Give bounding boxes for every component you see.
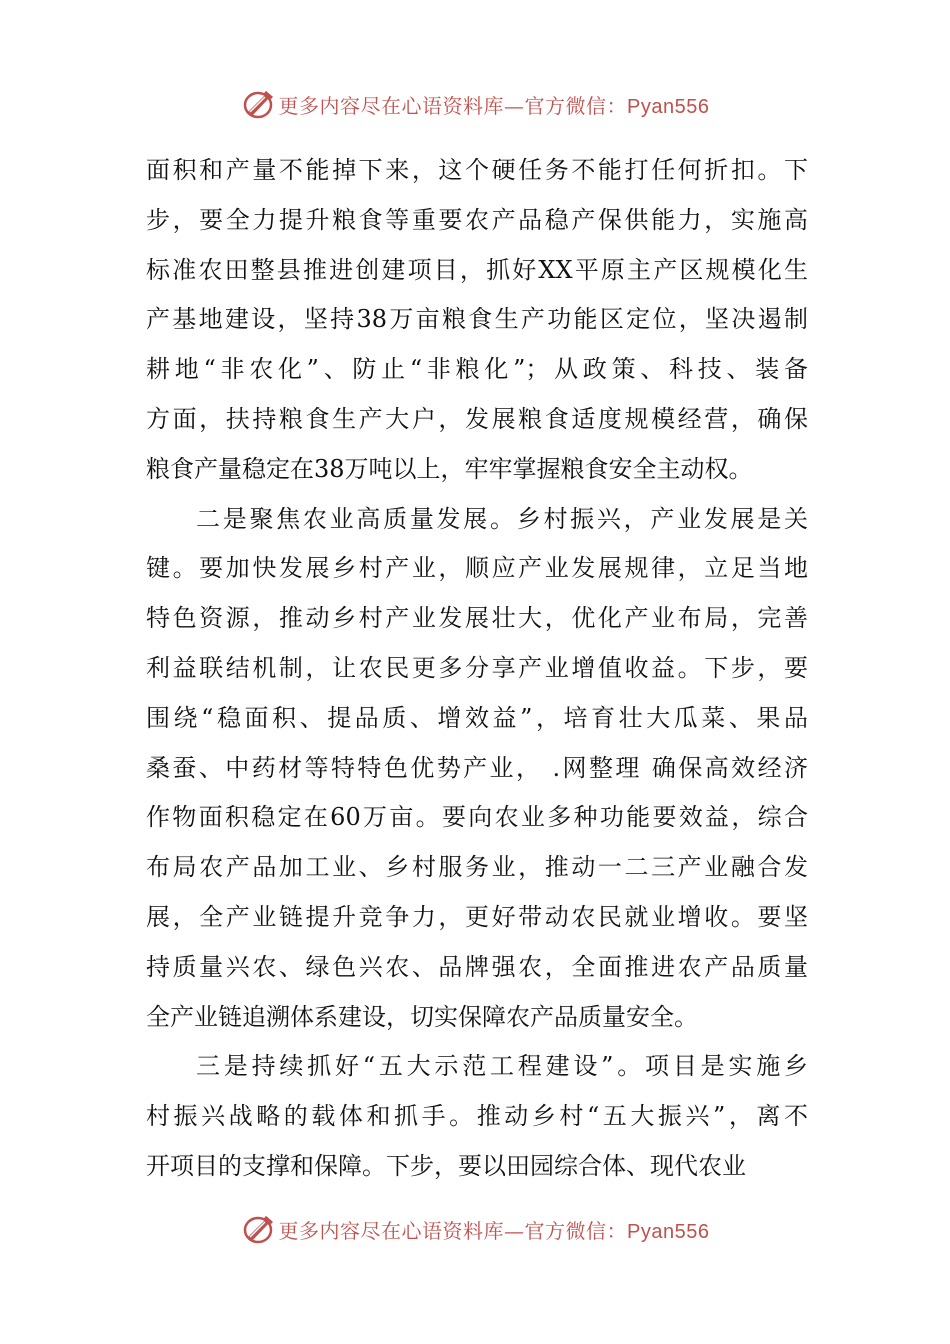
text-line: 步，要全力提升粮食等重要农产品稳产保供能力，实施高	[146, 205, 808, 234]
pen-circle-logo-icon	[241, 1212, 277, 1246]
text-line: 村振兴战略的载体和抓手。推动乡村“五大振兴”，离不	[146, 1102, 808, 1131]
text-line: 二是聚焦农业高质量发展。乡村振兴，产业发展是关	[196, 504, 808, 533]
text-line: 特色资源，推动乡村产业发展壮大，优化产业布局，完善	[146, 604, 808, 633]
paragraph	[146, 1042, 808, 1191]
text-line: 产基地建设，坚持38万亩粮食生产功能区定位，坚决遏制	[146, 305, 808, 334]
text-line: 键。要加快发展乡村产业，顺应产业发展规律，立足当地	[146, 554, 808, 583]
text-line: 桑蚕、中药材等特特色优势产业， .网整理 确保高效经济	[146, 753, 808, 782]
watermark-footer	[0, 1209, 950, 1249]
text-line: 开项目的支撑和保障。下步，要以田园综合体、现代农业	[146, 1151, 746, 1180]
watermark-text: 更多内容尽在心语资料库—官方微信：Pyan556	[278, 93, 710, 118]
document-body	[146, 146, 808, 1192]
text-line: 展，全产业链提升竞争力，更好带动农民就业增收。要坚	[146, 902, 808, 931]
text-line: 持质量兴农、绿色兴农、品牌强农，全面推进农产品质量	[146, 952, 808, 981]
pen-circle-logo-icon	[241, 87, 277, 121]
text-line: 标准农田整县推进创建项目，抓好XX平原主产区规模化生	[146, 255, 808, 284]
text-line: 方面，扶持粮食生产大户，发展粮食适度规模经营，确保	[146, 404, 808, 433]
watermark-header	[0, 84, 950, 124]
text-line: 三是持续抓好“五大示范工程建设”。项目是实施乡	[196, 1052, 808, 1081]
paragraph	[146, 146, 808, 495]
text-line: 布局农产品加工业、乡村服务业，推动一二三产业融合发	[146, 853, 808, 882]
text-line: 耕地“非农化”、防止“非粮化”；从政策、科技、装备	[146, 355, 808, 384]
text-line: 作物面积稳定在60万亩。要向农业多种功能要效益，综合	[146, 803, 808, 832]
text-line: 粮食产量稳定在38万吨以上，牢牢掌握粮食安全主动权。	[146, 454, 753, 483]
text-line: 面积和产量不能掉下来，这个硬任务不能打任何折扣。下	[146, 156, 808, 184]
watermark-text: 更多内容尽在心语资料库—官方微信：Pyan556	[278, 1218, 710, 1243]
text-line: 围绕“稳面积、提品质、增效益”，培育壮大瓜菜、果品	[146, 703, 808, 732]
text-line: 全产业链追溯体系建设，切实保障农产品质量安全。	[146, 1002, 698, 1031]
paragraph	[146, 495, 808, 1043]
text-line: 利益联结机制，让农民更多分享产业增值收益。下步，要	[146, 653, 808, 682]
